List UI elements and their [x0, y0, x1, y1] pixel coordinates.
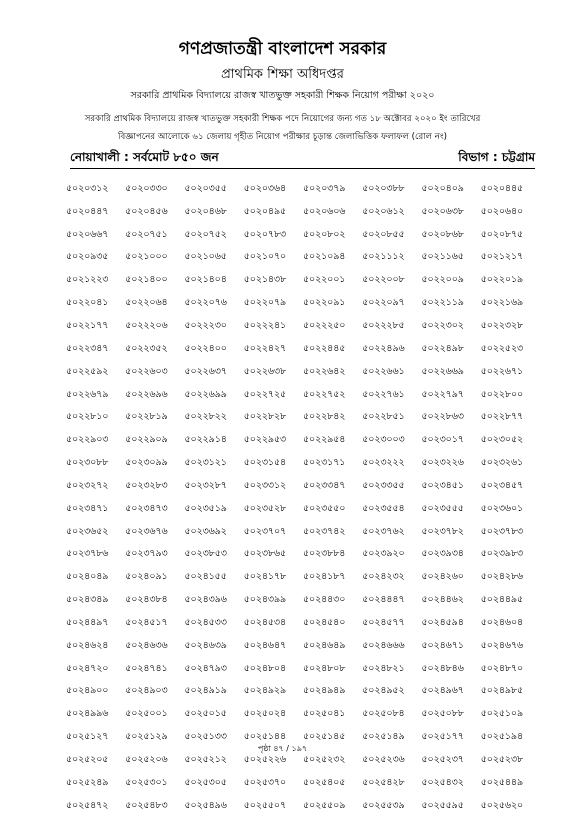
roll-number-cell: ৫০২৩২৮৭	[184, 479, 227, 491]
roll-number-cell: ৫০২৪৬৭১	[421, 639, 464, 651]
roll-number-cell: ৫০২৪৫৭৭	[362, 616, 405, 628]
roll-number-cell: ৫০২৩৮৮৪	[303, 548, 346, 560]
roll-number-cell: ৫০২৪৩৯৬	[184, 594, 227, 606]
roll-number-cell: ৫০২০৩৮৮	[362, 182, 405, 194]
roll-number-cell: ৫০২৫১০৯	[480, 708, 524, 720]
roll-number-cell: ৫০২৫৪৩২	[421, 776, 464, 788]
roll-number-cell: ৫০২২০০৯	[421, 274, 464, 286]
roll-number-cell: ৫০২০৪৯৫	[243, 205, 287, 217]
roll-number-cell: ৫০২২০৪১	[66, 297, 109, 309]
roll-number-cell: ৫০২১০০০	[125, 251, 168, 263]
roll-number-cell: ৫০২৪৬০৪	[480, 616, 524, 628]
roll-number-cell: ৫০২৪২৬০	[421, 571, 464, 583]
table-row	[66, 565, 540, 588]
roll-number-cell: ৫০২৪১৮৭	[303, 571, 346, 583]
roll-number-cell: ৫০২৩৭৮৩	[480, 525, 524, 537]
roll-number-cell: ৫০২৪৩৯৯	[243, 594, 287, 606]
roll-number-cell: ৫০২০৬১২	[362, 205, 405, 217]
roll-number-cell: ৫০২২০৯৭	[362, 297, 405, 309]
roll-number-cell: ৫০২২৬৯৯	[184, 388, 227, 400]
roll-number-cell: ৫০২৩১৫৪	[243, 457, 287, 469]
roll-number-cell: ৫০২৩৮৫৩	[184, 548, 227, 560]
roll-number-cell: ৫০২৫০২৪	[243, 708, 287, 720]
roll-number-cell: ৫০২০৪০৯	[421, 182, 464, 194]
roll-number-cell: ৫০২৫৫০৭	[243, 799, 287, 811]
roll-number-cell: ৫০২২৮৪২	[303, 411, 346, 423]
roll-number-cell: ৫০২০৩১২	[66, 182, 109, 194]
roll-number-cell: ৫০২৫১২৯	[125, 731, 168, 743]
roll-number-cell: ৫০২০৮৬৮	[421, 228, 464, 240]
roll-number-cell: ৫০২১৪৩৮	[243, 274, 287, 286]
roll-number-cell: ৫০২৫১৪৫	[303, 731, 346, 743]
roll-number-cell: ৫০২২৮২৮	[243, 411, 287, 423]
roll-number-cell: ৫০২২৬৬১	[362, 365, 405, 377]
roll-number-cell: ৫০২৪৬২৪	[66, 639, 109, 651]
roll-number-cell: ৫০২২৪৪৫	[303, 342, 346, 354]
roll-number-cell: ৫০২২০০১	[303, 274, 346, 286]
roll-number-cell: ৫০২৪৪৯৭	[66, 616, 109, 628]
roll-number-cell: ৫০২০৮৭৫	[480, 228, 524, 240]
roll-number-cell: ৫০২৫০৮৮	[421, 708, 464, 720]
roll-number-cell: ৫০২০৪৪৭	[66, 205, 109, 217]
roll-number-cell: ৫০২২৯৫৪	[303, 434, 346, 446]
roll-number-cell: ৫০২৪২৮৬	[480, 571, 524, 583]
roll-number-cell: ৫০২৩০০৩	[362, 434, 405, 446]
table-row	[66, 611, 540, 634]
roll-number-cell: ৫০২০৬৩৮	[421, 205, 464, 217]
roll-number-cell: ৫০২০৬৬৭	[66, 228, 109, 240]
roll-number-cell: ৫০২৩৯৩৪	[421, 548, 464, 560]
roll-number-cell: ৫০২৩১৭১	[303, 457, 346, 469]
table-row	[66, 314, 540, 337]
table-row	[66, 337, 540, 360]
roll-number-cell: ৫০২৪৯১৯	[184, 685, 227, 697]
table-row	[66, 405, 540, 428]
roll-number-cell: ৫০২৩৭৮৬	[66, 548, 109, 560]
roll-number-cell: ৫০২৩২২৬	[421, 457, 464, 469]
roll-number-cell: ৫০২২০০৮	[362, 274, 405, 286]
roll-number-cell: ৫০২১১৬৫	[421, 251, 464, 263]
roll-number-cell: ৫০২৫১২৭	[66, 731, 109, 743]
roll-number-cell: ৫০২২৬৪২	[303, 365, 346, 377]
roll-number-cell: ৫০২৩০৫২	[480, 434, 524, 446]
table-row	[66, 543, 540, 566]
roll-number-cell: ৫০২০৩৫৫	[184, 182, 227, 194]
table-row	[66, 383, 540, 406]
roll-number-cell: ৫০২৩৫৫৫	[421, 502, 464, 514]
roll-number-cell: ৫০২৪৫৯৪	[421, 616, 464, 628]
roll-number-cell: ৫০২২৬৭১	[480, 365, 524, 377]
page-number: পৃষ্ঠা ৪৭ / ১৯৭	[257, 744, 308, 753]
roll-number-cell: ৫০২৫৩০১	[125, 776, 168, 788]
roll-number-cell: ৫০২৪৫৩৪	[243, 616, 287, 628]
roll-number-cell: ৫০২৪৬৩৬	[125, 639, 168, 651]
district-summary-bar	[70, 146, 535, 168]
roll-number-cell: ৫০২৫২২৬	[243, 754, 287, 766]
roll-number-cell: ৫০২৩৬০১	[480, 502, 524, 514]
roll-number-cell: ৫০২২০৭৬	[184, 297, 227, 309]
roll-number-cell: ৫০২৫০৪১	[303, 708, 346, 720]
table-row	[66, 223, 540, 246]
roll-number-cell: ৫০২৪৪৩০	[303, 594, 346, 606]
roll-number-cell: ৫০২৩৫১৯	[184, 502, 227, 514]
roll-number-cell: ৫০২২৯০৯	[125, 434, 168, 446]
roll-number-cell: ৫০২০৩৬৪	[243, 182, 287, 194]
roll-number-cell: ৫০২৪৯০৩	[125, 685, 168, 697]
roll-number-cell: ৫০২৪৯৪৯	[303, 685, 346, 697]
roll-number-cell: ৫০২২৬৬৯	[421, 365, 464, 377]
roll-number-cell: ৫০২১০৬৫	[184, 251, 227, 263]
roll-number-cell: ৫০২২০৬৪	[125, 297, 168, 309]
roll-number-cell: ৫০২৩৭৮২	[421, 525, 464, 537]
roll-number-cell: ৫০২৩৫২৮	[243, 502, 287, 514]
roll-number-cell: ৫০২০৭৮৩	[243, 228, 287, 240]
roll-number-cell: ৫০২৩৪৫৭	[480, 479, 524, 491]
roll-number-cell: ৫০২১২২৩	[66, 274, 109, 286]
table-row	[66, 177, 540, 200]
roll-number-cell: ৫০২৫০০১	[125, 708, 168, 720]
roll-number-cell: ৫০২২৬০৩	[125, 365, 168, 377]
roll-number-cell: ৫০২৩৬৭৬	[125, 525, 168, 537]
roll-number-cell: ৫০২১৪০৪	[184, 274, 227, 286]
roll-number-cell: ৫০২২৪৯৬	[362, 342, 405, 354]
table-row	[66, 474, 540, 497]
roll-number-cell: ৫০২৪৯৮৫	[480, 685, 524, 697]
table-row	[66, 451, 540, 474]
roll-number-cell: ৫০২৩৭৯৩	[125, 548, 168, 560]
table-row	[66, 634, 540, 657]
roll-number-cell: ৫০২২৩২৮	[480, 319, 524, 331]
roll-number-cell: ৫০২২২০৬	[125, 319, 168, 331]
table-row	[66, 588, 540, 611]
roll-number-cell: ৫০২৫২০৬	[125, 754, 168, 766]
table-row	[66, 200, 540, 223]
roll-number-cell: ৫০২৩৭০৭	[243, 525, 287, 537]
roll-number-cell: ৫০২৪৯০০	[66, 685, 109, 697]
notice-text	[20, 110, 545, 146]
roll-number-cell: ৫০২৫৫৯৫	[421, 799, 464, 811]
roll-number-cell: ৫০২১১১২	[362, 251, 405, 263]
roll-number-cell: ৫০২০৯৩৫	[66, 251, 109, 263]
roll-number-cell: ৫০২৫৪৯৬	[184, 799, 227, 811]
table-row	[66, 520, 540, 543]
roll-number-cell: ৫০২৩০৮৮	[66, 457, 109, 469]
roll-number-cell: ৫০২২৫৯২	[66, 365, 109, 377]
roll-number-cell: ৫০২২৯১৪	[184, 434, 227, 446]
roll-number-cell: ৫০২৫১৪৪	[243, 731, 287, 743]
roll-number-cell: ৫০২৫৪৪৯	[480, 776, 524, 788]
roll-number-cell: ৫০২২২৪১	[243, 319, 287, 331]
roll-number-cell: ৫০২৪৬৪৭	[243, 639, 287, 651]
table-row	[66, 268, 540, 291]
roll-number-cell: ৫০২৫২০৫	[66, 754, 109, 766]
roll-number-cell: ৫০২৫২৩২	[303, 754, 346, 766]
roll-number-cell: ৫০২৩৫৫৪	[362, 502, 405, 514]
roll-number-table	[66, 177, 540, 817]
roll-number-cell: ৫০২৩১২১	[184, 457, 227, 469]
roll-number-cell: ৫০২৪৬৪৯	[303, 639, 346, 651]
roll-number-cell: ৫০২২৪০০	[184, 342, 227, 354]
table-row	[66, 702, 540, 725]
roll-number-cell: ৫০২৩৬৫২	[66, 525, 109, 537]
roll-number-cell: ৫০২৩৩৫৫	[362, 479, 405, 491]
roll-number-cell: ৫০২২৮২২	[184, 411, 227, 423]
roll-number-cell: ৫০২০৩৩০	[125, 182, 168, 194]
table-row	[66, 794, 540, 817]
roll-number-cell: ৫০২৪০৪৯	[66, 571, 109, 583]
roll-number-cell: ৫০২৪৮৪৬	[421, 662, 464, 674]
roll-number-cell: ৫০২২৮১৯	[125, 411, 168, 423]
roll-number-cell: ৫০২৪৮২১	[362, 662, 405, 674]
roll-number-cell: ৫০২৫৪২৮	[362, 776, 405, 788]
roll-number-cell: ৫০২২৪৯৮	[421, 342, 464, 354]
roll-number-cell: ৫০২২৯০৩	[66, 434, 109, 446]
roll-number-cell: ৫০২৪৬৬৬	[362, 639, 405, 651]
roll-number-cell: ৫০২২১৭৭	[66, 319, 109, 331]
roll-number-cell: ৫০২৩০১৭	[421, 434, 464, 446]
table-row	[66, 680, 540, 703]
roll-number-cell: ৫০২২৬৩৭	[184, 365, 227, 377]
roll-number-cell: ৫০২৫৫০৯	[303, 799, 346, 811]
table-row	[66, 360, 540, 383]
roll-number-cell: ৫০২৪৬৩৯	[184, 639, 227, 651]
roll-number-cell: ৫০২৪৮০৪	[243, 662, 287, 674]
roll-number-cell: ৫০২৩৪৭৩	[125, 502, 168, 514]
roll-number-cell: ৫০২০৬৪০	[480, 205, 524, 217]
roll-number-cell: ৫০২৪৯৯৬	[66, 708, 109, 720]
roll-number-cell: ৫০২১২১৭	[480, 251, 524, 263]
roll-number-cell: ৫০২৪৭৯৩	[184, 662, 227, 674]
roll-number-cell: ৫০২৫০৮৪	[362, 708, 405, 720]
roll-number-cell: ৫০২২৬৩৮	[243, 365, 287, 377]
roll-number-cell: ৫০২২৮৫১	[362, 411, 405, 423]
roll-number-cell: ৫০২৪৫১৭	[125, 616, 168, 628]
roll-number-cell: ৫০২৪১৭৮	[243, 571, 287, 583]
roll-number-cell: ৫০২৪৪৪৭	[362, 594, 405, 606]
roll-number-cell: ৫০২২৮৭৭	[480, 411, 524, 423]
roll-number-cell: ৫০২৩২২২	[362, 457, 405, 469]
roll-number-cell: ৫০২৪৬৭৬	[480, 639, 524, 651]
exam-title: সরকারি প্রাথমিক বিদ্যালয়ে রাজস্ব খাতভুক্ত সহকারী শিক্ষক নিয়োগ পরীক্ষা ২০২০	[130, 90, 435, 101]
roll-number-cell: ৫০২০৪৫৬	[125, 205, 168, 217]
notice-line-1: সরকারি প্রাথমিক বিদ্যালয়ে রাজস্ব খাতভুক্ত সহকারী শিক্ষক পদে নিয়োগের জন্য গত ১৮ অক্টোবর ২০২০ ইং তারিখের	[84, 114, 481, 124]
roll-number-cell: ৫০২৩৩১২	[243, 479, 287, 491]
roll-number-cell: ৫০২৪৩৪৯	[66, 594, 109, 606]
roll-number-cell: ৫০২৪১৫৫	[184, 571, 227, 583]
notice-line-2: বিজ্ঞাপনের আলোকে ৬১ জেলায় গৃহীত নিয়োগ পরীক্ষার চূড়ান্ত জেলাভিত্তিক ফলাফল (রোল নং)	[117, 132, 447, 142]
roll-number-cell: ৫০২২৯৫৩	[243, 434, 287, 446]
roll-number-cell: ৫০২০৮০২	[303, 228, 346, 240]
roll-number-cell: ৫০২৪৭২০	[66, 662, 109, 674]
directorate-title: প্রাথমিক শিক্ষা অধিদপ্তর	[221, 67, 344, 82]
roll-number-cell: ৫০২৫৪০৫	[303, 776, 346, 788]
roll-number-cell: ৫০২৪৮৭০	[480, 662, 524, 674]
roll-number-cell: ৫০২২২৮৫	[362, 319, 405, 331]
roll-number-cell: ৫০২১০৯৪	[303, 251, 346, 263]
roll-number-cell: ৫০২৫২১২	[184, 754, 227, 766]
roll-number-cell: ৫০২৪৩৮৪	[125, 594, 168, 606]
roll-number-cell: ৫০২৪৯২৯	[243, 685, 287, 697]
roll-number-cell: ৫০২৫২৩৭	[421, 754, 464, 766]
roll-number-cell: ৫০২২৬৭৯	[66, 388, 109, 400]
roll-number-cell: ৫০২৫২৪৯	[66, 776, 109, 788]
roll-number-cell: ৫০২২৮৬৩	[421, 411, 464, 423]
table-row	[66, 428, 540, 451]
roll-number-cell: ৫০২২৭২৫	[243, 388, 287, 400]
government-title: গণপ্রজাতন্ত্রী বাংলাদেশ সরকার	[178, 39, 387, 59]
roll-number-cell: ৫০২৫১৭৭	[421, 731, 464, 743]
roll-number-cell: ৫০২২৫২৩	[480, 342, 524, 354]
roll-number-cell: ৫০২৩৫৫০	[303, 502, 346, 514]
roll-number-cell: ৫০২৩৯৮৩	[480, 548, 524, 560]
roll-number-cell: ৫০২৫১৯৪	[480, 731, 524, 743]
roll-number-cell: ৫০২২৩৫২	[125, 342, 168, 354]
roll-number-cell: ৫০২৩৭৪২	[303, 525, 346, 537]
roll-number-cell: ৫০২৪৫৪০	[303, 616, 346, 628]
roll-number-cell: ৫০২৫০১৫	[184, 708, 227, 720]
roll-number-cell: ৫০২০৩৭৯	[303, 182, 346, 194]
roll-number-cell: ৫০২৩২৬১	[480, 457, 524, 469]
roll-number-cell: ৫০২০৬০৬	[303, 205, 346, 217]
roll-number-cell: ৫০২২৭৬১	[362, 388, 405, 400]
roll-number-cell: ৫০২৫২৩৮	[480, 754, 524, 766]
table-row	[66, 497, 540, 520]
roll-number-cell: ৫০২২০১৯	[480, 274, 524, 286]
roll-number-cell: ৫০২২১৬৯	[480, 297, 524, 309]
roll-number-cell: ৫০২৫৪৮৩	[125, 799, 168, 811]
table-row	[66, 657, 540, 680]
table-row	[66, 291, 540, 314]
roll-number-cell: ৫০২০৮৫৫	[362, 228, 405, 240]
roll-number-cell: ৫০২৩০৯৯	[125, 457, 168, 469]
roll-number-cell: ৫০২২৬৯৬	[125, 388, 168, 400]
roll-number-cell: ৫০২২৮১০	[66, 411, 109, 423]
roll-number-cell: ৫০২২২৫০	[303, 319, 346, 331]
roll-number-cell: ৫০২৫৪৭২	[66, 799, 109, 811]
roll-number-cell: ৫০২১০৭০	[243, 251, 287, 263]
roll-number-cell: ৫০২২৩৪৭	[66, 342, 109, 354]
roll-number-cell: ৫০২৪৯৬৭	[421, 685, 464, 697]
roll-number-cell: ৫০২৫৬২০	[480, 799, 524, 811]
divider	[70, 168, 535, 169]
table-row	[66, 246, 540, 269]
roll-number-cell: ৫০২২০৯১	[303, 297, 346, 309]
roll-number-cell: ৫০২৫৩০৫	[184, 776, 227, 788]
roll-number-cell: ৫০২২৪২৭	[243, 342, 287, 354]
roll-number-cell: ৫০২৫৫৩৯	[362, 799, 405, 811]
roll-number-cell: ৫০২২৭৫২	[303, 388, 346, 400]
roll-number-cell: ৫০২১৪০০	[125, 274, 168, 286]
roll-number-cell: ৫০২৩৪৭১	[66, 502, 109, 514]
roll-number-cell: ৫০২২১১৯	[421, 297, 464, 309]
roll-number-cell: ৫০২৪৫৩৩	[184, 616, 227, 628]
division-label: বিভাগ : চট্টগ্রাম	[458, 150, 535, 164]
roll-number-cell: ৫০২৫১৪৯	[362, 731, 405, 743]
roll-number-cell: ৫০২৫২৩৬	[362, 754, 405, 766]
roll-number-cell: ৫০২৪২৩২	[362, 571, 405, 583]
roll-number-cell: ৫০২৪০৯১	[125, 571, 168, 583]
roll-number-cell: ৫০২৩২৭২	[66, 479, 109, 491]
district-total: নোয়াখালী : সর্বমোট ৮৫০ জন	[70, 150, 219, 164]
roll-number-cell: ৫০২৩৯২০	[362, 548, 405, 560]
roll-number-cell: ৫০২০৪৪৫	[480, 182, 524, 194]
roll-number-cell: ৫০২৫৩৭০	[243, 776, 287, 788]
roll-number-cell: ৫০২২৩০২	[421, 319, 464, 331]
roll-number-cell: ৫০২৪৪৬২	[421, 594, 464, 606]
roll-number-cell: ৫০২৩৭৬২	[362, 525, 405, 537]
table-row	[66, 771, 540, 794]
roll-number-cell: ৫০২৩৬৯২	[184, 525, 227, 537]
roll-number-cell: ৫০২৪৯৫২	[362, 685, 405, 697]
roll-number-cell: ৫০২২০৭৯	[243, 297, 287, 309]
roll-number-cell: ৫০২০৭৫২	[184, 228, 227, 240]
roll-number-cell: ৫০২২২৩০	[184, 319, 227, 331]
roll-number-cell: ৫০২৫১৩৩	[184, 731, 227, 743]
roll-number-cell: ৫০২৩৮৬৫	[243, 548, 287, 560]
roll-number-cell: ৫০২০৪৬৮	[184, 205, 227, 217]
roll-number-cell: ৫০২০৭৫১	[125, 228, 168, 240]
roll-number-cell: ৫০২২৭৯৭	[421, 388, 464, 400]
roll-number-cell: ৫০২৩৩৪৭	[303, 479, 346, 491]
roll-number-cell: ৫০২৪৮০৮	[303, 662, 346, 674]
roll-number-cell: ৫০২৪৪৯৫	[480, 594, 524, 606]
roll-number-cell: ৫০২৪৭৪১	[125, 662, 168, 674]
roll-number-cell: ৫০২৩৪৫১	[421, 479, 464, 491]
roll-number-cell: ৫০২৩২৮৩	[125, 479, 168, 491]
roll-number-cell: ৫০২২৮০০	[480, 388, 524, 400]
